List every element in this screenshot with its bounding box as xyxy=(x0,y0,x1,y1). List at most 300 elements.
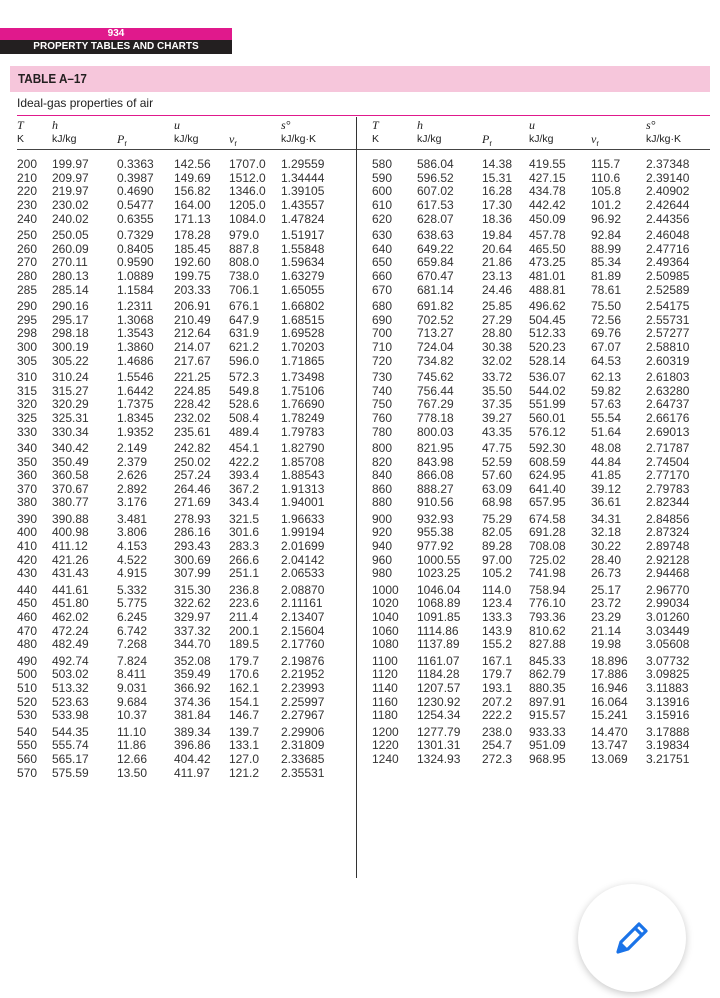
table-cell: 940 xyxy=(372,539,393,554)
table-cell: 307.99 xyxy=(174,566,211,581)
column-unit: $v_r$ xyxy=(229,132,237,149)
table-cell: 18.36 xyxy=(482,211,513,226)
table-cell: 352.08 xyxy=(174,653,211,668)
table-row xyxy=(0,637,720,651)
table-cell: 457.78 xyxy=(529,228,566,242)
table-cell: 230 xyxy=(17,198,38,212)
table-cell: 488.81 xyxy=(529,282,566,297)
table-row xyxy=(0,695,720,709)
table-cell: 3.15916 xyxy=(646,708,690,723)
table-cell: 11.10 xyxy=(117,724,147,739)
column-unit: $P_r$ xyxy=(482,132,493,149)
table-row xyxy=(0,283,720,297)
table-row xyxy=(0,583,720,597)
table-cell: 240 xyxy=(17,211,38,226)
table-cell: 96.92 xyxy=(591,211,622,226)
column-symbol: u xyxy=(174,118,180,132)
table-cell: 3.13916 xyxy=(646,694,690,709)
table-cell: 450.09 xyxy=(529,211,566,226)
table-cell: 2.49364 xyxy=(646,255,690,270)
table-cell: 2.79783 xyxy=(646,481,690,496)
table-cell: 659.84 xyxy=(417,255,454,270)
table-cell: 549.8 xyxy=(229,383,260,398)
table-cell: 359.49 xyxy=(174,667,211,682)
table-cell: 915.57 xyxy=(529,708,566,723)
table-cell: 154.1 xyxy=(229,694,260,709)
table-cell: 272.3 xyxy=(482,751,513,766)
table-cell: 25.17 xyxy=(591,582,622,597)
table-cell: 1140 xyxy=(372,681,398,695)
table-row xyxy=(0,596,720,610)
table-cell: 1120 xyxy=(372,667,398,682)
table-cell: 127.0 xyxy=(229,751,260,766)
table-cell: 724.04 xyxy=(417,339,454,354)
table-cell: 690 xyxy=(372,312,393,327)
table-cell: 827.88 xyxy=(529,637,566,652)
table-cell: 596.52 xyxy=(417,170,454,185)
table-cell: 360 xyxy=(17,468,38,483)
table-cell: 16.946 xyxy=(591,681,628,695)
table-cell: 1.65055 xyxy=(281,282,325,297)
table-row xyxy=(0,708,720,722)
table-cell: 897.91 xyxy=(529,694,566,709)
table-cell: 2.04142 xyxy=(281,552,325,567)
table-row xyxy=(0,610,720,624)
table-row xyxy=(0,738,720,752)
column-unit: kJ/kg xyxy=(174,133,199,145)
table-cell: 419.55 xyxy=(529,157,566,171)
table-cell: 544.02 xyxy=(529,383,566,398)
table-cell: 880.35 xyxy=(529,681,566,695)
table-cell: 670.47 xyxy=(417,268,454,283)
column-unit: $v_r$ xyxy=(591,132,599,149)
table-cell: 21.14 xyxy=(591,623,622,638)
table-cell: 305 xyxy=(17,353,38,368)
table-cell: 681.14 xyxy=(417,282,454,297)
table-cell: 374.36 xyxy=(174,694,211,709)
column-unit: K xyxy=(17,133,25,145)
table-cell: 12.66 xyxy=(117,751,148,766)
column-unit: kJ/kg·K xyxy=(281,133,317,145)
table-cell: 30.38 xyxy=(482,339,513,354)
table-cell: 512.33 xyxy=(529,326,566,341)
table-cell: 472.24 xyxy=(52,623,89,638)
table-cell: 207.2 xyxy=(482,694,513,709)
table-label-bar xyxy=(10,66,710,92)
table-cell: 480 xyxy=(17,637,38,652)
table-cell: 321.5 xyxy=(229,511,260,526)
table-cell: 920 xyxy=(372,525,393,540)
table-cell: 19.98 xyxy=(591,637,622,652)
table-row xyxy=(0,313,720,327)
table-cell: 2.17760 xyxy=(281,637,325,652)
table-cell: 533.98 xyxy=(52,708,89,723)
table-cell: 0.9590 xyxy=(117,255,154,270)
table-cell: 14.470 xyxy=(591,724,628,739)
table-cell: 776.10 xyxy=(529,596,566,611)
table-cell: 400.98 xyxy=(52,525,89,540)
table-cell: 139.7 xyxy=(229,724,260,739)
table-cell: 508.4 xyxy=(229,410,260,425)
table-cell: 7.824 xyxy=(117,653,148,668)
column-symbol xyxy=(482,118,492,132)
table-cell: 3.05608 xyxy=(646,637,690,652)
table-cell: 236.8 xyxy=(229,582,260,597)
table-cell: 523.63 xyxy=(52,694,89,709)
table-row xyxy=(0,384,720,398)
table-cell: 21.86 xyxy=(482,255,513,270)
table-cell: 114.0 xyxy=(482,582,512,597)
table-cell: 793.36 xyxy=(529,610,566,624)
table-cell: 315 xyxy=(17,383,38,398)
column-symbol: h xyxy=(52,118,58,132)
table-cell: 20.64 xyxy=(482,241,513,256)
edit-button[interactable] xyxy=(578,884,686,992)
table-cell: 39.27 xyxy=(482,410,513,425)
table-cell: 343.4 xyxy=(229,495,260,510)
table-cell: 1160 xyxy=(372,694,398,709)
table-cell: 3.806 xyxy=(117,525,148,540)
table-cell: 178.28 xyxy=(174,228,211,242)
table-cell: 691.82 xyxy=(417,298,454,313)
table-cell: 2.82344 xyxy=(646,495,690,510)
table-cell: 43.35 xyxy=(482,424,513,439)
table-cell: 1.4686 xyxy=(117,353,154,368)
table-cell: 649.22 xyxy=(417,241,454,256)
column-header xyxy=(529,118,554,146)
table-cell: 550 xyxy=(17,738,38,753)
table-cell: 421.26 xyxy=(52,552,89,567)
column-header xyxy=(482,118,492,151)
table-cell: 670 xyxy=(372,282,393,297)
table-cell: 235.61 xyxy=(174,424,211,439)
table-cell: 310 xyxy=(17,369,38,384)
table-cell: 2.84856 xyxy=(646,511,690,526)
table-row xyxy=(0,198,720,212)
table-cell: 6.245 xyxy=(117,610,148,624)
table-cell: 48.08 xyxy=(591,440,622,455)
table-cell: 3.11883 xyxy=(646,681,689,695)
table-label: TABLE A–17 xyxy=(18,71,87,86)
column-symbol: T xyxy=(372,118,379,132)
table-cell: 617.53 xyxy=(417,198,454,212)
table-cell: 592.30 xyxy=(529,440,566,455)
table-cell: 14.38 xyxy=(482,157,513,171)
table-cell: 266.6 xyxy=(229,552,260,567)
table-cell: 2.52589 xyxy=(646,282,690,297)
table-cell: 880 xyxy=(372,495,393,510)
table-cell: 179.7 xyxy=(229,653,260,668)
table-cell: 224.85 xyxy=(174,383,211,398)
table-row xyxy=(0,624,720,638)
table-cell: 155.2 xyxy=(482,637,513,652)
table-cell: 295.17 xyxy=(52,312,89,327)
table-cell: 513.32 xyxy=(52,681,89,695)
table-cell: 2.57277 xyxy=(646,326,690,341)
table-cell: 3.09825 xyxy=(646,667,690,682)
table-cell: 2.74504 xyxy=(646,454,690,469)
table-cell: 19.84 xyxy=(482,228,513,242)
table-cell: 0.7329 xyxy=(117,228,154,242)
table-cell: 290.16 xyxy=(52,298,89,313)
table-cell: 232.02 xyxy=(174,410,211,425)
table-cell: 85.34 xyxy=(591,255,622,270)
table-cell: 570 xyxy=(17,765,38,780)
table-cell: 1.47824 xyxy=(281,211,325,226)
table-row xyxy=(0,157,720,171)
table-cell: 1512.0 xyxy=(229,170,266,185)
table-cell: 1240 xyxy=(372,751,399,766)
table-cell: 887.8 xyxy=(229,241,260,256)
table-row xyxy=(0,269,720,283)
table-cell: 280.13 xyxy=(52,268,89,283)
table-cell: 0.3363 xyxy=(117,157,154,171)
table-cell: 454.1 xyxy=(229,440,260,455)
table-cell: 640 xyxy=(372,241,393,256)
table-cell: 800.03 xyxy=(417,424,454,439)
table-cell: 968.95 xyxy=(529,751,566,766)
table-cell: 27.29 xyxy=(482,312,513,327)
table-cell: 209.97 xyxy=(52,170,89,185)
table-cell: 123.4 xyxy=(482,596,513,611)
table-cell: 1068.89 xyxy=(417,596,461,611)
table-cell: 555.74 xyxy=(52,738,89,753)
column-header xyxy=(417,118,442,146)
table-cell: 251.1 xyxy=(229,566,260,581)
table-cell: 2.01699 xyxy=(281,539,325,554)
table-cell: 1207.57 xyxy=(417,681,461,695)
table-cell: 607.02 xyxy=(417,184,454,199)
table-cell: 16.064 xyxy=(591,694,628,709)
table-cell: 370 xyxy=(17,481,38,496)
table-cell: 410 xyxy=(17,539,38,554)
pencil-icon xyxy=(612,918,652,958)
table-cell: 767.29 xyxy=(417,397,454,412)
table-cell: 5.775 xyxy=(117,596,148,611)
table-cell: 1230.92 xyxy=(417,694,461,709)
table-cell: 146.7 xyxy=(229,708,260,723)
table-row xyxy=(0,370,720,384)
table-cell: 5.332 xyxy=(117,582,148,597)
table-cell: 142.56 xyxy=(174,157,211,171)
table-row xyxy=(0,667,720,681)
table-cell: 596.0 xyxy=(229,353,260,368)
table-cell: 350.49 xyxy=(52,454,89,469)
table-cell: 620 xyxy=(372,211,393,226)
table-cell: 510 xyxy=(17,681,38,695)
table-cell: 610 xyxy=(372,198,393,212)
table-cell: 230.02 xyxy=(52,198,89,212)
table-cell: 290 xyxy=(17,298,38,313)
table-cell: 1.78249 xyxy=(281,410,325,425)
table-cell: 2.892 xyxy=(117,481,148,496)
table-row xyxy=(0,242,720,256)
table-cell: 4.522 xyxy=(117,552,148,567)
table-cell: 2.08870 xyxy=(281,582,325,597)
table-cell: 1.69528 xyxy=(281,326,325,341)
column-unit: K xyxy=(372,133,380,145)
table-cell: 170.6 xyxy=(229,667,260,682)
table-cell: 1.85708 xyxy=(281,454,325,469)
table-row xyxy=(0,539,720,553)
table-cell: 238.0 xyxy=(482,724,513,739)
table-cell: 427.15 xyxy=(529,170,566,185)
table-cell: 3.176 xyxy=(117,495,148,510)
table-cell: 1346.0 xyxy=(229,184,266,199)
table-cell: 344.70 xyxy=(174,637,211,652)
table-cell: 1000.55 xyxy=(417,552,461,567)
table-cell: 1046.04 xyxy=(417,582,461,597)
table-cell: 63.09 xyxy=(482,481,513,496)
column-header xyxy=(52,118,77,146)
table-cell: 960 xyxy=(372,552,393,567)
table-cell: 210.49 xyxy=(174,312,211,327)
table-cell: 3.17888 xyxy=(646,724,690,739)
table-row xyxy=(0,171,720,185)
table-body xyxy=(0,157,720,877)
table-cell: 337.32 xyxy=(174,623,211,638)
table-cell: 389.34 xyxy=(174,724,211,739)
table-cell: 1091.85 xyxy=(417,610,461,624)
table-cell: 808.0 xyxy=(229,255,260,270)
table-cell: 260.09 xyxy=(52,241,89,256)
table-cell: 23.72 xyxy=(591,596,622,611)
column-header xyxy=(372,118,379,146)
table-cell: 32.18 xyxy=(591,525,622,540)
table-cell: 730 xyxy=(372,369,393,384)
table-cell: 24.46 xyxy=(482,282,513,297)
table-cell: 1.0889 xyxy=(117,268,154,283)
table-cell: 250 xyxy=(17,228,38,242)
column-symbol: h xyxy=(417,118,423,132)
column-symbol: s° xyxy=(646,118,656,132)
table-cell: 451.80 xyxy=(52,596,89,611)
table-row xyxy=(0,766,720,780)
table-cell: 1.76690 xyxy=(281,397,325,412)
table-cell: 1220 xyxy=(372,738,399,753)
table-cell: 1.99194 xyxy=(281,525,325,540)
table-cell: 1.68515 xyxy=(281,312,325,327)
table-cell: 1.7375 xyxy=(117,397,154,412)
table-cell: 900 xyxy=(372,511,393,526)
table-cell: 18.896 xyxy=(591,653,628,668)
column-unit: $P_r$ xyxy=(117,132,128,149)
table-cell: 1100 xyxy=(372,653,398,668)
table-cell: 2.55731 xyxy=(646,312,690,327)
table-cell: 322.62 xyxy=(174,596,211,611)
table-row xyxy=(0,482,720,496)
table-cell: 1277.79 xyxy=(417,724,461,739)
table-cell: 278.93 xyxy=(174,511,211,526)
table-cell: 30.22 xyxy=(591,539,622,554)
table-cell: 708.08 xyxy=(529,539,566,554)
table-cell: 1.71865 xyxy=(281,353,325,368)
table-cell: 420 xyxy=(17,552,38,567)
table-cell: 2.61803 xyxy=(646,369,690,384)
table-cell: 500 xyxy=(17,667,38,682)
table-row xyxy=(0,681,720,695)
table-cell: 121.2 xyxy=(229,765,260,780)
table-cell: 710 xyxy=(372,339,393,354)
table-cell: 2.87324 xyxy=(646,525,690,540)
table-row xyxy=(0,184,720,198)
table-cell: 933.33 xyxy=(529,724,566,739)
table-cell: 9.031 xyxy=(117,681,148,695)
table-cell: 400 xyxy=(17,525,38,540)
table-cell: 185.45 xyxy=(174,241,211,256)
table-cell: 221.25 xyxy=(174,369,211,384)
table-cell: 179.7 xyxy=(482,667,513,682)
table-cell: 638.63 xyxy=(417,228,454,242)
table-cell: 3.19834 xyxy=(646,738,690,753)
table-cell: 211.4 xyxy=(229,610,259,624)
table-cell: 713.27 xyxy=(417,326,454,341)
table-cell: 1060 xyxy=(372,623,399,638)
table-cell: 745.62 xyxy=(417,369,454,384)
table-cell: 2.96770 xyxy=(646,582,690,597)
table-cell: 1301.31 xyxy=(417,738,461,753)
table-cell: 2.42644 xyxy=(646,198,690,212)
column-symbol xyxy=(591,118,599,132)
table-cell: 69.76 xyxy=(591,326,622,341)
table-cell: 440 xyxy=(17,582,38,597)
table-cell: 586.04 xyxy=(417,157,454,171)
table-cell: 680 xyxy=(372,298,393,313)
table-cell: 2.94468 xyxy=(646,566,690,581)
table-cell: 624.95 xyxy=(529,468,566,483)
table-cell: 64.53 xyxy=(591,353,622,368)
table-cell: 133.1 xyxy=(229,738,260,753)
table-cell: 691.28 xyxy=(529,525,566,540)
table-cell: 212.64 xyxy=(174,326,211,341)
table-cell: 3.07732 xyxy=(646,653,690,668)
table-cell: 78.61 xyxy=(591,282,622,297)
table-row xyxy=(0,340,720,354)
table-cell: 1.73498 xyxy=(281,369,325,384)
table-cell: 590 xyxy=(372,170,393,185)
table-cell: 3.01260 xyxy=(646,610,690,624)
table-cell: 59.82 xyxy=(591,383,622,398)
table-cell: 16.28 xyxy=(482,184,513,199)
table-cell: 3.21751 xyxy=(646,751,690,766)
table-cell: 270.11 xyxy=(52,255,88,270)
table-cell: 2.23993 xyxy=(281,681,325,695)
table-cell: 4.915 xyxy=(117,566,148,581)
table-row xyxy=(0,525,720,539)
top-rule xyxy=(17,115,710,116)
table-cell: 41.85 xyxy=(591,468,622,483)
table-row xyxy=(0,326,720,340)
table-cell: 600 xyxy=(372,184,393,199)
table-cell: 2.66176 xyxy=(646,410,690,425)
table-cell: 101.2 xyxy=(591,198,622,212)
table-cell: 1.1584 xyxy=(117,282,154,297)
table-cell: 380.77 xyxy=(52,495,89,510)
table-cell: 366.92 xyxy=(174,681,211,695)
table-cell: 2.47716 xyxy=(646,241,690,256)
table-cell: 674.58 xyxy=(529,511,566,526)
table-cell: 1.3068 xyxy=(117,312,154,327)
table-row xyxy=(0,228,720,242)
table-cell: 1184.28 xyxy=(417,667,460,682)
table-cell: 630 xyxy=(372,228,393,242)
table-cell: 2.92128 xyxy=(646,552,690,567)
table-cell: 57.60 xyxy=(482,468,513,483)
table-cell: 2.71787 xyxy=(646,440,690,455)
table-row xyxy=(0,354,720,368)
table-cell: 9.684 xyxy=(117,694,148,709)
table-cell: 285.14 xyxy=(52,282,89,297)
